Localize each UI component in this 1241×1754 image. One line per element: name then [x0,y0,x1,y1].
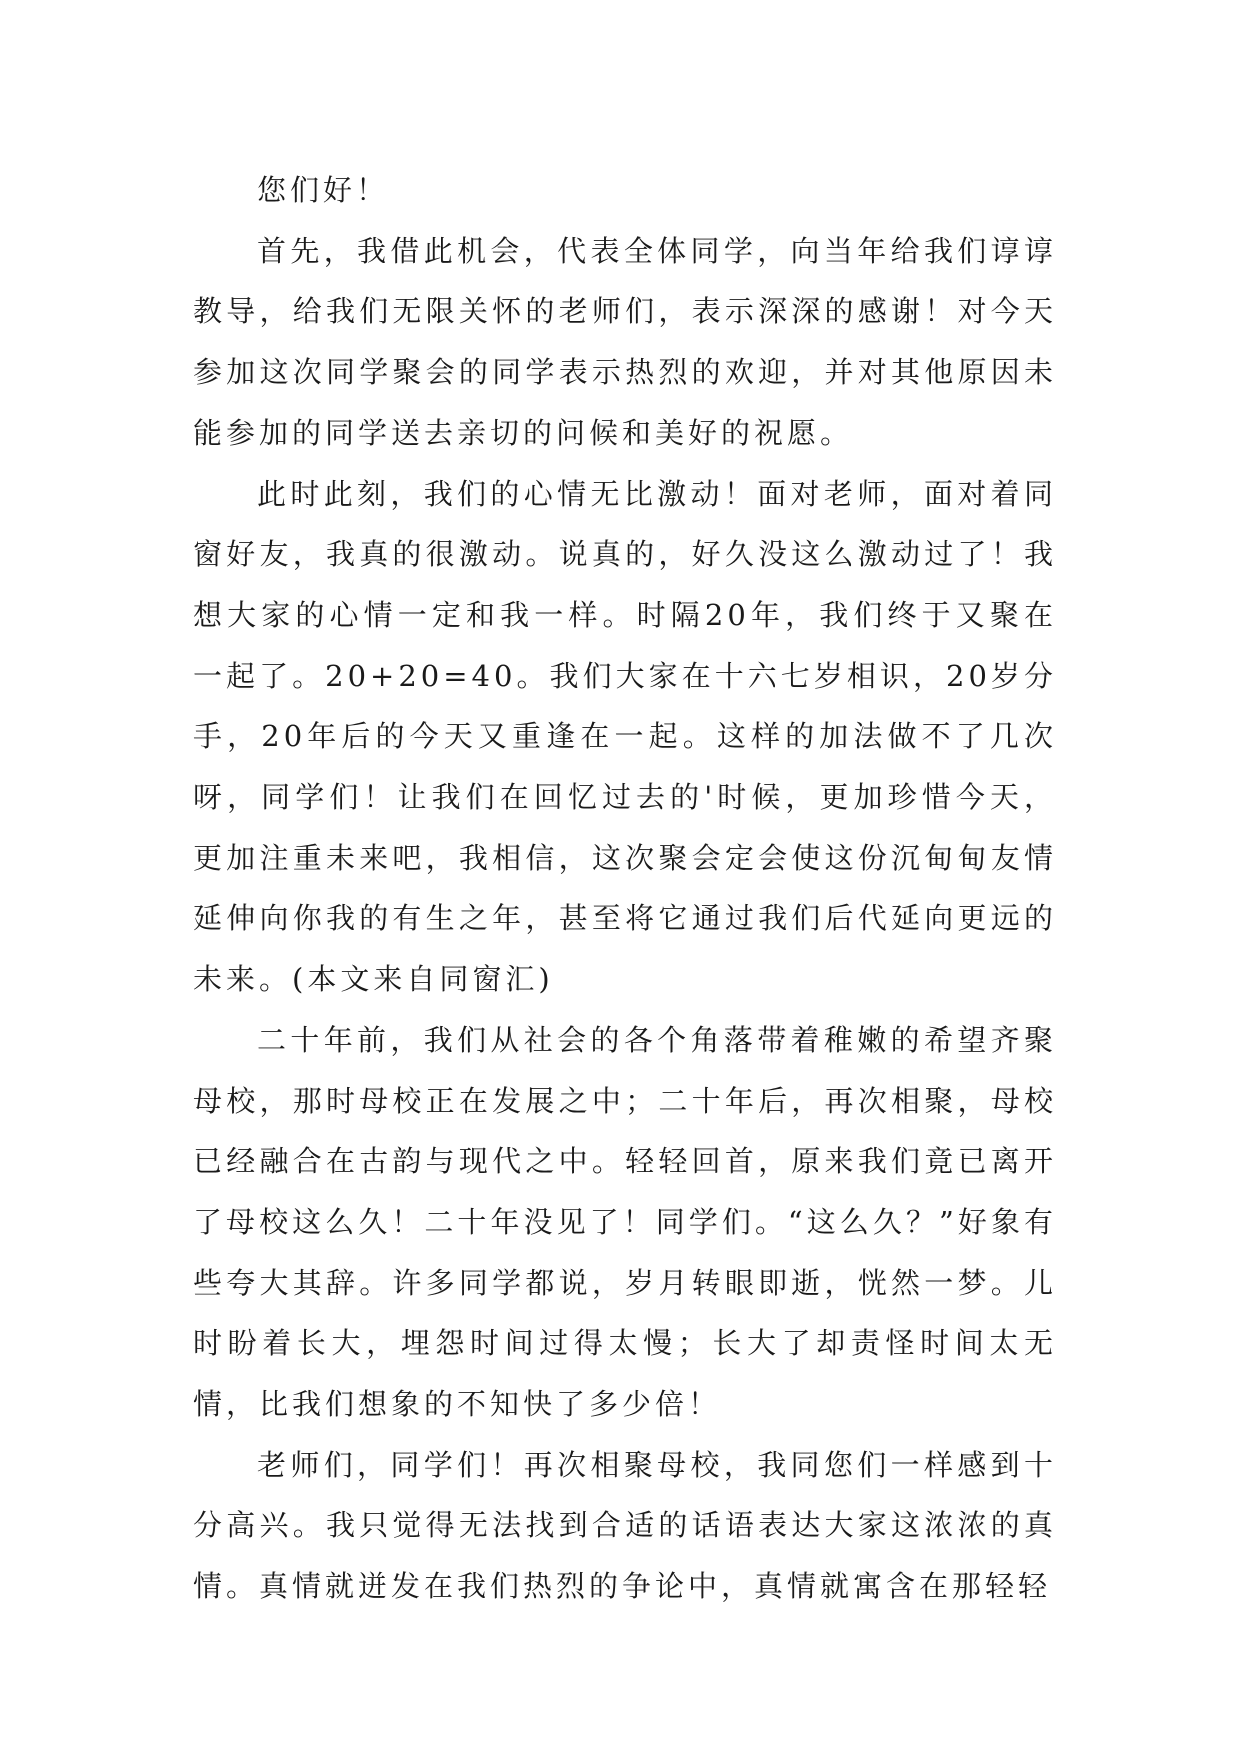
greeting-paragraph: 您们好！ [257,173,390,207]
thanks-paragraph: 首先，我借此机会，代表全体同学，向当年给我们谆谆教导，给我们无限关怀的老师们，表示深深的感谢！对今天参加这次同学聚会的同学表示热烈的欢迎，并对其他原因未能参加的同学送去亲切的问候和美好的祝愿。 [193,233,1057,450]
document-body [193,160,1057,1617]
emotion-paragraph: 此时此刻，我们的心情无比激动！面对老师，面对着同窗好友，我真的很激动。说真的，好久没这么激动过了！我想大家的心情一定和我一样。时隔20年，我们终于又聚在一起了。20+20=40。我们大家在十六七岁相识，20岁分手，20年后的今天又重逢在一起。这样的加法做不了几次呀，同学们！让我们在回忆过去的'时候，更加珍惜今天，更加注重未来吧，我相信，这次聚会定会使这份沉甸甸友情延伸向你我的有生之年，甚至将它通过我们后代延向更远的未来。(本文来自同窗汇) [193,476,1057,997]
memory-paragraph: 二十年前，我们从社会的各个角落带着稚嫩的希望齐聚母校，那时母校正在发展之中；二十年后，再次相聚，母校已经融合在古韵与现代之中。轻轻回首，原来我们竟已离开了母校这么久！二十年没见了！同学们。“这么久？”好象有些夸大其辞。许多同学都说，岁月转眼即逝，恍然一梦。儿时盼着长大，埋怨时间过得太慢；长大了却责怪时间太无情，比我们想象的不知快了多少倍！ [193,1022,1057,1422]
reunion-paragraph: 老师们，同学们！再次相聚母校，我同您们一样感到十分高兴。我只觉得无法找到合适的话语表达大家这浓浓的真情。真情就迸发在我们热烈的争论中，真情就寓含在那轻轻 [193,1447,1057,1604]
